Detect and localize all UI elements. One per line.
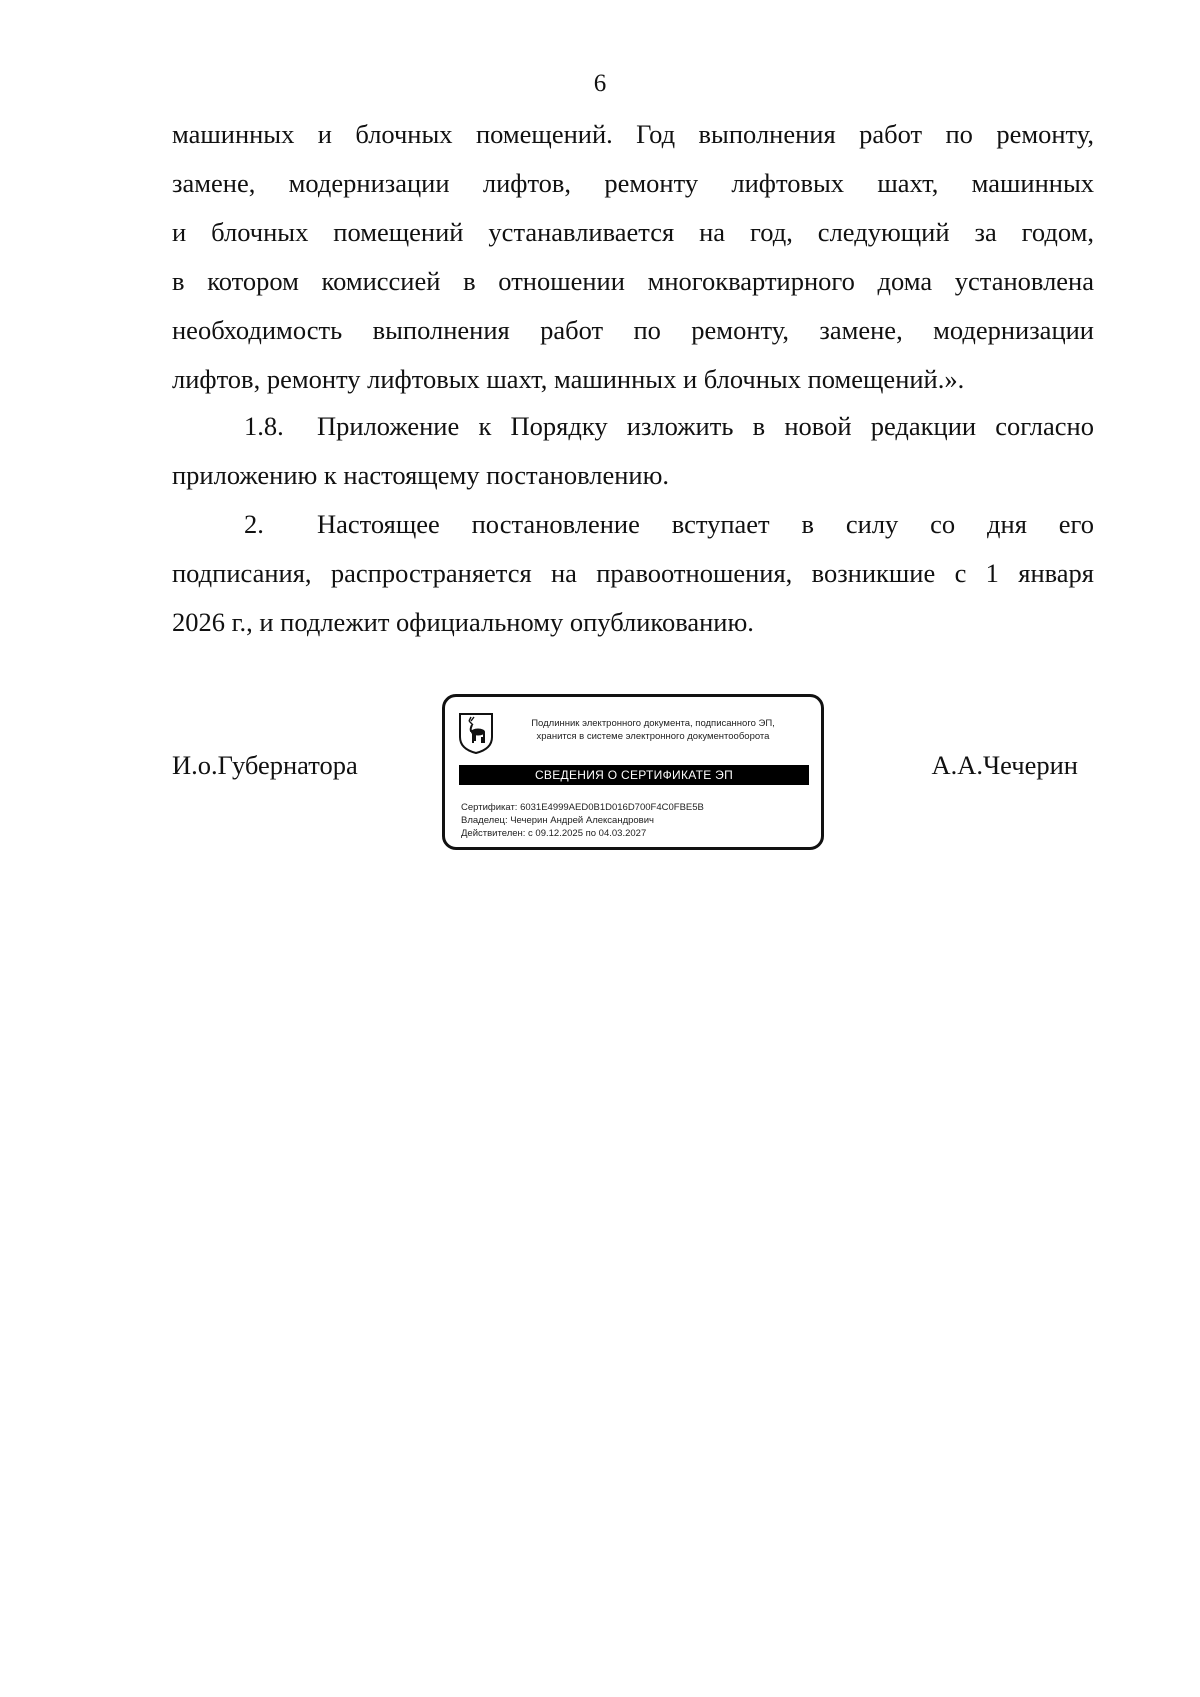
certificate-info-bar: СВЕДЕНИЯ О СЕРТИФИКАТЕ ЭП [459, 765, 809, 785]
signatory-position: И.о.Губернатора [172, 750, 358, 780]
text-line: приложению к настоящему постановлению. [172, 460, 670, 490]
item-text: Настоящее постановление вступает в силу со дня его [317, 509, 1094, 539]
paragraph-1-8 [172, 402, 1094, 500]
stamp-header-line: хранится в системе электронного документооборота [536, 731, 770, 742]
text-line: подписания, распространяется на правоотношения, возникшие с 1 января [172, 558, 1094, 588]
text-line: замене, модернизации лифтов, ремонту лифтовых шахт, машинных [172, 168, 1094, 198]
text-line: машинных и блочных помещений. Год выполнения работ по ремонту, [172, 119, 1094, 149]
certificate-number: Сертификат: 6031E4999AED0B1D016D700F4C0FBE5B [461, 802, 704, 813]
paragraph-2 [172, 500, 1094, 647]
stamp-header-line: Подлинник электронного документа, подписанного ЭП, [531, 718, 775, 729]
text-line: 2026 г., и подлежит официальному опубликованию. [172, 607, 754, 637]
certificate-owner: Владелец: Чечерин Андрей Александрович [461, 815, 654, 826]
text-line: лифтов, ремонту лифтовых шахт, машинных и блочных помещений.». [172, 364, 965, 394]
text-line: и блочных помещений устанавливается на год, следующий за годом, [172, 217, 1094, 247]
item-number: 1.8. [244, 411, 284, 441]
paragraph-elevator-works [172, 110, 1094, 404]
text-line: в котором комиссией в отношении многоквартирного дома установлена [172, 266, 1094, 296]
page-number: 6 [593, 70, 607, 97]
text-line [172, 402, 1094, 451]
item-text: Приложение к Порядку изложить в новой редакции согласно [317, 411, 1094, 441]
coat-of-arms-deer-icon [457, 711, 495, 755]
e-signature-stamp [442, 694, 824, 850]
certificate-validity: Действителен: с 09.12.2025 по 04.03.2027 [461, 828, 647, 839]
stamp-header [503, 717, 803, 743]
signatory-name: А.А.Чечерин [931, 750, 1078, 780]
item-number: 2. [244, 509, 264, 539]
text-line: необходимость выполнения работ по ремонту, замене, модернизации [172, 315, 1094, 345]
certificate-details [461, 801, 704, 840]
text-line [172, 500, 1094, 549]
